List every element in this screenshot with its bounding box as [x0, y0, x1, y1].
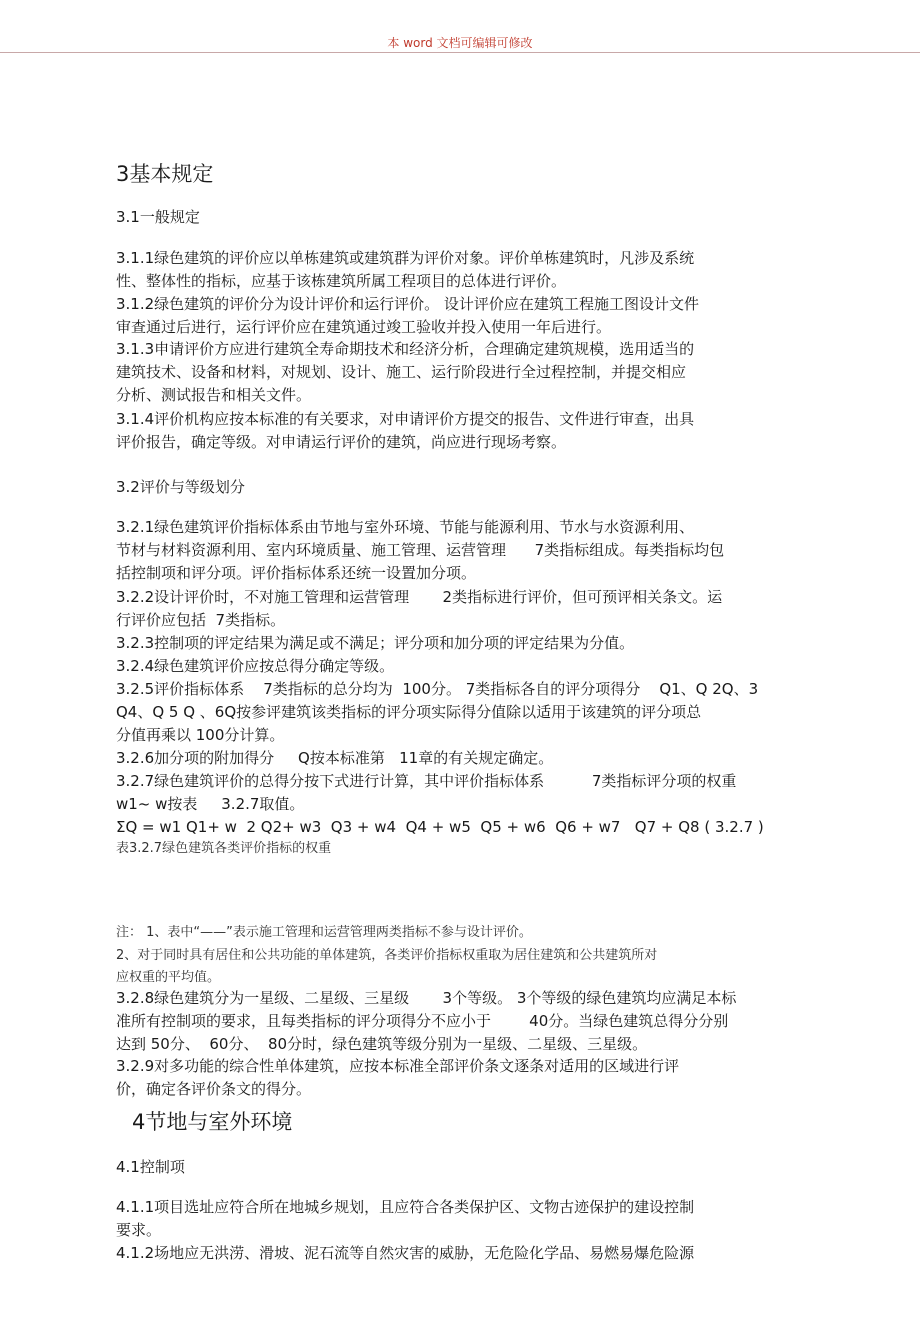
page-header: 本 word 文档可编辑可修改: [387, 36, 533, 50]
clause-3-2-1: 3.2.1绿色建筑评价指标体系由节地与室外环境、节能与能源利用、节水与水资源利用、 节材与材料资源利用、室内环境质量、施工管理、运营管理 7类指标组成。每类指标均包 括控制项和评分项。评价指标体系还统一设置加分项。: [116, 518, 725, 582]
clause-3-1-3: 3.1.3申请评价方应进行建筑全寿命期技术和经济分析，合理确定建筑规模，选用适当的 建筑技术、设备和材料，对规划、设计、施工、运行阶段进行全过程控制，并提交相应 分析、测试报告和相关文件。: [116, 340, 695, 404]
clause-3-2-2: 3.2.2设计评价时，不对施工管理和运营管理 2类指标进行评价，但可预评相关条文。运 行评价应包括 7类指标。: [116, 588, 723, 629]
table-caption: 表3.2.7绿色建筑各类评价指标的权重: [116, 841, 332, 856]
chapter-3-title: 3基本规定: [116, 162, 214, 186]
formula-3-2-7: ΣQ = w1 Q1+ w 2 Q2+ w3 Q3 + w4 Q4 + w5 Q5 + w6 Q6 + w7 Q7 + Q8 ( 3.2.7 ): [116, 818, 764, 836]
clause-3-1-1: 3.1.1绿色建筑的评价应以单栋建筑或建筑群为评价对象。评价单栋建筑时，凡涉及系统 性、整体性的指标，应基于该栋建筑所属工程项目的总体进行评价。: [116, 249, 695, 290]
chapter-4-title: 4节地与室外环境: [132, 1110, 293, 1134]
section-4-1-title: 4.1控制项: [116, 1158, 185, 1176]
clause-3-1-4: 3.1.4评价机构应按本标准的有关要求，对申请评价方提交的报告、文件进行审查，出具 评价报告，确定等级。对申请运行评价的建筑，尚应进行现场考察。: [116, 410, 695, 451]
clause-3-2-8: 3.2.8绿色建筑分为一星级、二星级、三星级 3个等级。 3个等级的绿色建筑均应满足本标 准所有控制项的要求，且每类指标的评分项得分不应小于 40分。当绿色建筑总得分分别 达到 50分、 60分、 80分时，绿色建筑等级分别为一星级、二星级、三星级。: [116, 989, 737, 1053]
clause-3-2-5: 3.2.5评价指标体系 7类指标的总分均为 100分。 7类指标各自的评分项得分 Q1、Q 2Q、3 Q4、Q 5 Q 、6Q按参评建筑该类指标的评分项实际得分值除以适用于该建筑的评分项总 分值再乘以 100分计算。: [116, 680, 759, 744]
clause-3-2-3: 3.2.3控制项的评定结果为满足或不满足；评分项和加分项的评定结果为分值。: [116, 634, 635, 652]
note-2: 2、对于同时具有居住和公共功能的单体建筑，各类评价指标权重取为居住建筑和公共建筑所对 应权重的平均值。: [116, 948, 658, 985]
clause-3-2-6: 3.2.6加分项的附加得分 Q按本标准第 11章的有关规定确定。: [116, 749, 554, 767]
clause-4-1-2: 4.1.2场地应无洪涝、滑坡、泥石流等自然灾害的威胁，无危险化学品、易燃易爆危险源: [116, 1244, 695, 1262]
clause-4-1-1: 4.1.1项目选址应符合所在地城乡规划，且应符合各类保护区、文物古迹保护的建设控制 要求。: [116, 1198, 695, 1239]
section-3-2-title: 3.2评价与等级划分: [116, 478, 245, 496]
clause-3-2-7: 3.2.7绿色建筑评价的总得分按下式进行计算，其中评价指标体系 7类指标评分项的权重 w1~ w按表 3.2.7取值。: [116, 772, 737, 813]
header-rule: [0, 52, 920, 53]
clause-3-2-9: 3.2.9对多功能的综合性单体建筑，应按本标准全部评价条文逐条对适用的区域进行评 价，确定各评价条文的得分。: [116, 1057, 680, 1098]
clause-3-2-4: 3.2.4绿色建筑评价应按总得分确定等级。: [116, 657, 395, 675]
clause-3-1-2: 3.1.2绿色建筑的评价分为设计评价和运行评价。 设计评价应在建筑工程施工图设计文件 审查通过后进行，运行评价应在建筑通过竣工验收并投入使用一年后进行。: [116, 295, 699, 336]
section-3-1-title: 3.1一般规定: [116, 208, 200, 226]
note-1: 注： 1、表中“——”表示施工管理和运营管理两类指标不参与设计评价。: [116, 925, 532, 940]
